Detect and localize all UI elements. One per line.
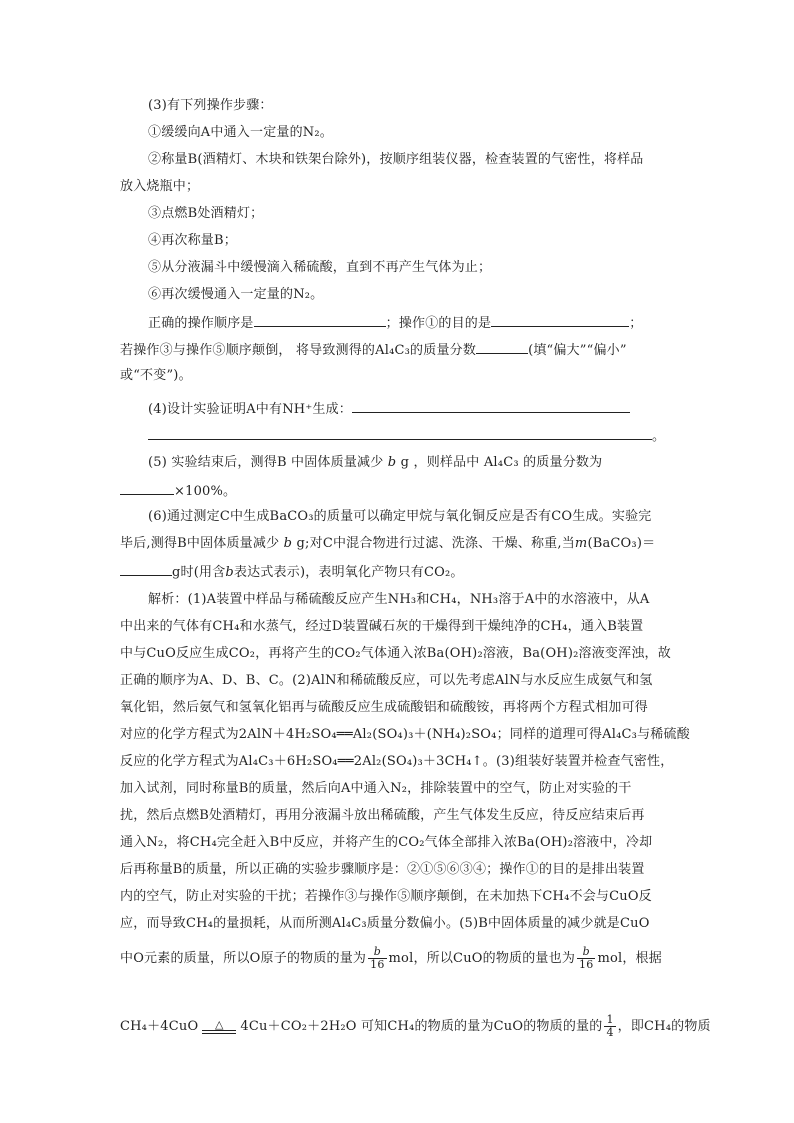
analysis-line-4: 正确的顺序为A、D、B、C。(2)AlN和稀硫酸反应，可以先考虑AlN与水反应生成氨气和氢 (120, 673, 653, 688)
analysis-line-2: 中出来的气体有CH₄和水蒸气，经过D装置碱石灰的干燥得到干燥纯净的CH₄，通入B装置 (120, 619, 644, 634)
analysis-line-14 (120, 946, 662, 972)
fraction-numerator: b (368, 946, 386, 959)
q3-step-1: ①缓缓向A中通入一定量的N₂。 (148, 125, 333, 140)
q5-line-1 (148, 453, 602, 473)
analysis-line-1: 解析：(1)A装置中样品与稀硫酸反应产生NH₃和CH₄，NH₃溶于A中的水溶液中，从A (148, 592, 650, 607)
analysis-line-15 (120, 1014, 711, 1040)
analysis-line-10: 通入N₂，将CH₄完全赶入B中反应，并将产生的CO₂气体全部排入浓Ba(OH)₂溶液中，冷却 (120, 835, 653, 850)
fraction-b-over-16 (368, 946, 386, 971)
q4-text: (4)设计实验证明A中有NH⁺生成： (148, 402, 352, 417)
q6-line-2 (120, 534, 655, 554)
analysis-line-3: 中与CuO反应生成CO₂，再将产生的CO₂气体通入浓Ba(OH)₂溶液，Ba(OH)₂溶液变浑浊，故 (120, 646, 671, 661)
q6-var-b: b (283, 536, 293, 551)
analysis-line-5: 氧化铝，然后氨气和氢氧化铝再与硫酸反应生成硫酸铝和硫酸铵，再将两个方程式相加可得 (120, 700, 649, 715)
answer-blank-q6 (120, 561, 172, 576)
analysis-line-7: 反应的化学方程式为Al₄C₃＋6H₂SO₄══2Al₂(SO₄)₃＋3CH₄↑。(3)组装好装置并检查气密性， (120, 754, 674, 769)
q3-step-2-cont: 放入烧瓶中； (120, 179, 200, 194)
answer-blank-q4-b (148, 425, 652, 440)
analysis-line-6: 对应的化学方程式为2AlN＋4H₂SO₄══Al₂(SO₄)₃＋(NH₄)₂SO₄；同样的道理可得Al₄C₃与稀硫酸 (120, 727, 690, 742)
q3-step-4: ④再次称量B； (148, 233, 237, 248)
reaction-condition (202, 1019, 236, 1034)
q5-line-2 (120, 480, 236, 502)
q6-var-m: m (574, 536, 588, 551)
q6-line-3 (120, 561, 464, 583)
analysis-line-11: 后再称量B的质量，所以正确的实验步骤顺序是：②①⑤⑥③④；操作①的目的是排出装置 (120, 862, 645, 877)
fraction-one-quarter (604, 1014, 615, 1039)
q3-fill-line-3: 或“不变”)。 (120, 368, 192, 383)
q5-text-a: (5) 实验结束后，测得B 中固体质量减少 (148, 455, 384, 470)
fraction-numerator-2: b (577, 946, 595, 959)
fraction-denominator: 16 (370, 958, 385, 971)
analysis-15-text-a: CH₄＋4CuO (120, 1019, 199, 1034)
q3-fill-line-1 (148, 312, 642, 334)
fraction-denominator-2: 16 (579, 958, 594, 971)
q6-var-b-2: b (225, 565, 234, 580)
q3-step-2: ②称量B(酒精灯、木块和铁架台除外)，按顺序组装仪器，检查装置的气密性，将样品 (148, 152, 644, 167)
analysis-line-12: 内的空气，防止对实验的干扰；若操作③与操作⑤顺序颠倒，在未加热下CH₄不会与CuO反 (120, 889, 652, 904)
q4-line-1 (148, 398, 630, 420)
answer-blank-q5 (120, 480, 174, 495)
q3-step-3: ③点燃B处酒精灯； (148, 206, 264, 221)
fill1-text-c: ； (629, 316, 643, 331)
fill1-text-b: ；操作①的目的是 (385, 316, 492, 331)
answer-blank-purpose (491, 312, 629, 327)
answer-blank-effect (476, 339, 528, 354)
q6-text-e: 表达式表示)，表明氧化产物只有CO₂。 (233, 565, 464, 580)
q5-text-c: ×100%。 (174, 484, 237, 499)
q6-text-b: g;对C中混合物进行过滤、洗涤、干燥、称重,当 (296, 536, 575, 551)
q6-text-a: 毕后,测得B中固体质量减少 (120, 536, 280, 551)
fill1-text-a: 正确的操作顺序是 (148, 316, 254, 331)
analysis-14-text-c: mol，根据 (597, 951, 662, 966)
analysis-line-9: 扰，然后点燃B处酒精灯，再用分液漏斗放出稀硫酸，产生气体发生反应，待反应结束后再 (120, 808, 645, 823)
q3-step-5: ⑤从分液漏斗中缓慢滴入稀硫酸，直到不再产生气体为止； (148, 260, 492, 275)
answer-blank-q4-a (352, 398, 630, 413)
analysis-15-text-c: ，即CH₄的物质 (617, 1019, 711, 1034)
q6-text-c: (BaCO₃)＝ (587, 536, 656, 551)
q5-text-b: g ，则样品中 Al₄C₃ 的质量分数为 (400, 455, 603, 470)
heat-triangle-icon: △ (215, 1018, 224, 1031)
analysis-line-13: 应，而导致CH₄的量损耗，从而所测Al₄C₃质量分数偏小。(5)B中固体质量的减少就是CuO (120, 916, 650, 931)
analysis-14-text-a: 中O元素的质量，所以O原子的物质的量为 (120, 951, 367, 966)
q4-end: 。 (652, 429, 666, 444)
answer-blank-order (254, 312, 386, 327)
analysis-14-text-b: mol，所以CuO的物质的量也为 (388, 951, 576, 966)
fraction-b-over-16-2 (577, 946, 595, 971)
fraction-four-denominator: 4 (606, 1026, 614, 1039)
q3-fill-line-2 (120, 339, 627, 361)
q6-text-d: g时(用含 (172, 565, 226, 580)
q6-line-1: (6)通过测定C中生成BaCO₃的质量可以确定甲烷与氧化铜反应是否有CO生成。实验完 (148, 509, 652, 524)
analysis-line-8: 加入试剂，同时称量B的质量，然后向A中通入N₂，排除装置中的空气，防止对实验的干 (120, 781, 632, 796)
fill2-text-b: (填“偏大”“偏小” (528, 343, 627, 358)
q4-line-2 (148, 425, 665, 447)
fill2-text-a: 若操作③与操作⑤顺序颠倒， 将导致测得的Al₄C₃的质量分数 (120, 343, 477, 358)
fraction-one-numerator: 1 (606, 1013, 614, 1026)
q3-step-6: ⑥再次缓慢通入一定量的N₂。 (148, 287, 324, 302)
q3-title: (3)有下列操作步骤： (148, 98, 273, 113)
q5-var-b: b (387, 455, 397, 470)
analysis-15-text-b: 4Cu＋CO₂＋2H₂O 可知CH₄的物质的量为CuO的物质的量的 (240, 1019, 603, 1034)
